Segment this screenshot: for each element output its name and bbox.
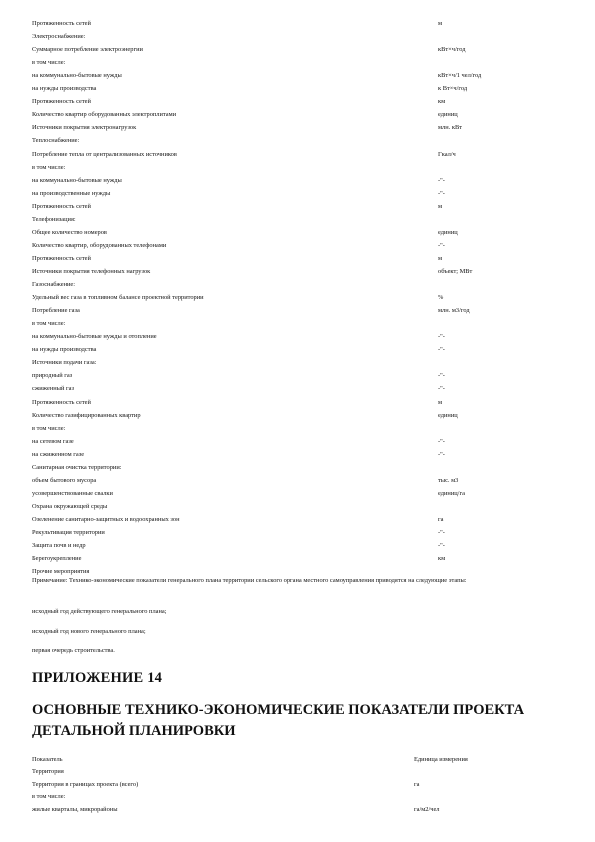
indicator-name: Прочие мероприятия <box>32 568 90 576</box>
indicator-unit: -"- <box>438 241 445 249</box>
table-row <box>0 357 595 368</box>
indicator-name: Электроснабжение: <box>32 33 86 41</box>
indicator-name: Потребление тепла от централизованных источников <box>32 150 177 158</box>
indicator-unit: Гкал/ч <box>438 150 456 158</box>
indicator-name: Телефонизация: <box>32 215 76 223</box>
indicator-name: Озеленение санитарно-защитных и водоохранных зон <box>32 515 180 523</box>
table-row <box>0 344 595 355</box>
indicator-unit: м <box>438 254 443 262</box>
appendix-title: ОСНОВНЫЕ ТЕХНИКО-ЭКОНОМИЧЕСКИЕ ПОКАЗАТЕЛИ ПРОЕКТА ДЕТАЛЬНОЙ ПЛАНИРОВКИ <box>32 702 525 739</box>
table-row <box>0 162 595 173</box>
table-row <box>0 149 595 160</box>
indicator-name: Потребление газа <box>32 307 80 315</box>
indicator-name: в том числе: <box>32 320 66 328</box>
indicator-name: Количество квартир оборудованных электроплитами <box>32 111 177 119</box>
table-row <box>0 18 595 29</box>
table-row <box>0 188 595 199</box>
table-row <box>0 791 595 802</box>
indicator-name: объем бытового мусора <box>32 476 97 484</box>
indicator-unit: единиц <box>438 111 458 119</box>
indicator-unit: -"- <box>438 176 445 184</box>
table-row <box>0 331 595 342</box>
table-row <box>0 475 595 486</box>
table-row <box>0 31 595 42</box>
table-row <box>0 122 595 133</box>
column-header-indicator: Показатель <box>32 756 63 763</box>
table-row <box>0 266 595 277</box>
table-row <box>0 488 595 499</box>
table-header-row <box>0 754 595 765</box>
table-row <box>0 501 595 512</box>
indicator-unit: -"- <box>438 372 445 380</box>
table-row <box>0 410 595 421</box>
table-row <box>0 318 595 329</box>
table-row <box>0 279 595 290</box>
note-item: исходный год действующего генерального плана; <box>32 608 167 615</box>
indicator-name: в том числе: <box>32 59 66 67</box>
indicator-name: в том числе: <box>32 163 66 171</box>
indicator-name: Территория <box>32 768 64 775</box>
indicator-name: Источники покрытия телефонных нагрузок <box>32 268 151 275</box>
indicator-unit: км <box>438 98 446 106</box>
indicator-unit: кВт×ч/1 чел/год <box>438 72 482 80</box>
indicator-unit: -"- <box>438 333 445 341</box>
appendix-heading: ПРИЛОЖЕНИЕ 14 <box>32 670 163 686</box>
table-row <box>0 96 595 107</box>
note-item: первая очередь строительства. <box>32 647 115 654</box>
indicator-unit: м <box>438 202 443 210</box>
indicator-name: на сетевом газе <box>32 437 74 445</box>
indicator-name: на производственные нужды <box>32 189 111 197</box>
table-row <box>0 109 595 120</box>
table-row <box>0 804 595 815</box>
indicator-unit: -"- <box>438 385 445 393</box>
indicator-unit: км <box>438 555 446 563</box>
indicator-name: природный газ <box>32 372 73 380</box>
table-row <box>0 305 595 316</box>
indicator-unit: -"- <box>438 189 445 197</box>
indicator-name: Протяженность сетей <box>32 98 91 106</box>
indicator-name: на коммунально-бытовые нужды <box>32 72 122 80</box>
indicator-unit: млн. кВт <box>438 124 463 132</box>
table-row <box>0 423 595 434</box>
indicator-name: сжиженный газ <box>32 385 74 393</box>
indicator-name: Источники покрытия электронагрузок <box>32 124 137 132</box>
indicator-unit: га/м2/чел <box>414 805 440 813</box>
indicator-name: Газоснабжение: <box>32 281 76 288</box>
indicator-unit: -"- <box>438 529 445 536</box>
indicator-unit: м <box>438 398 443 406</box>
indicator-unit: объект; МВт <box>438 268 473 275</box>
table-row <box>0 201 595 212</box>
table-row <box>0 514 595 525</box>
note-item: исходный год нового генерального плана; <box>32 628 146 635</box>
indicator-unit: -"- <box>438 346 445 354</box>
table-row <box>0 553 595 564</box>
indicator-name: Суммарное потребление электроэнергии <box>32 46 143 54</box>
table-row <box>0 214 595 225</box>
indicator-unit: кВт×ч/год <box>438 46 466 54</box>
indicator-name: Санитарная очистка территории: <box>32 463 122 471</box>
indicator-unit: единиц <box>438 411 458 419</box>
indicator-name: усовершенствованные свалки <box>32 489 113 497</box>
indicator-name: Протяженность сетей <box>32 398 91 406</box>
table-row <box>0 83 595 94</box>
table-row <box>0 383 595 394</box>
indicator-name: жилые кварталы, микрорайоны <box>32 805 118 813</box>
indicator-name: на коммунально-бытовые нужды и отопление <box>32 333 157 341</box>
indicator-unit: единиц <box>438 228 458 236</box>
indicator-unit: га <box>438 515 444 523</box>
indicator-unit: % <box>438 294 444 302</box>
indicator-unit: га <box>414 780 420 788</box>
table-row <box>0 527 595 538</box>
table-row <box>0 70 595 81</box>
indicator-name: на нужды производства <box>32 346 97 354</box>
indicator-unit: единиц/га <box>438 489 465 497</box>
table-row <box>0 135 595 146</box>
indicator-name: Рекультивация территории <box>32 529 105 536</box>
indicator-name: Берегоукрепление <box>32 555 82 563</box>
table-row <box>0 436 595 447</box>
indicator-name: на нужды производства <box>32 85 97 93</box>
indicator-name: Количество квартир, оборудованных телефонами <box>32 241 167 249</box>
indicator-name: Удельный вес газа в топливном балансе проектной территории <box>32 294 204 302</box>
indicator-name: Протяженность сетей <box>32 20 91 27</box>
table-row <box>0 766 595 777</box>
indicator-name: Количество газифицированных квартир <box>32 411 141 419</box>
table-row <box>0 449 595 460</box>
column-header-unit: Единица измерения <box>414 756 468 763</box>
indicator-unit: тыс. м3 <box>438 476 459 484</box>
indicator-name: Территория в границах проекта (всего) <box>32 780 139 788</box>
table-row <box>0 397 595 408</box>
indicator-name: на коммунально-бытовые нужды <box>32 176 122 184</box>
indicator-unit: -"- <box>438 542 445 549</box>
indicator-unit: к Вт×ч/год <box>438 85 468 93</box>
indicator-unit: м <box>438 20 443 27</box>
table-row <box>0 292 595 303</box>
indicator-name: Защита почв и недр <box>32 542 86 549</box>
table-row <box>0 227 595 238</box>
table-row <box>0 462 595 473</box>
indicator-name: Общее количество номеров <box>32 228 107 236</box>
indicator-unit: -"- <box>438 437 445 445</box>
indicator-unit: млн. м3/год <box>438 307 470 315</box>
indicator-unit: -"- <box>438 450 445 458</box>
indicator-name: Охрана окружающей среды <box>32 502 108 510</box>
table-row <box>0 253 595 264</box>
indicator-name: в том числе: <box>32 424 66 432</box>
indicator-name: Источники подачи газа: <box>32 359 97 367</box>
table-row <box>0 240 595 251</box>
table-row <box>0 44 595 55</box>
indicator-name: на сжиженном газе <box>32 450 85 458</box>
indicator-name: Теплоснабжение: <box>32 137 80 145</box>
table-row <box>0 57 595 68</box>
note-paragraph: Примечание: Технико-экономические показатели генерального плана территории сельского органа местного самоуправления приводятся на следующие этапы: <box>32 577 467 584</box>
table-row <box>0 175 595 186</box>
indicator-name: в том числе: <box>32 793 66 800</box>
table-row <box>0 540 595 551</box>
table-row <box>0 370 595 381</box>
indicator-name: Протяженность сетей <box>32 254 91 262</box>
table-row <box>0 779 595 790</box>
indicator-name: Протяженность сетей <box>32 202 91 210</box>
